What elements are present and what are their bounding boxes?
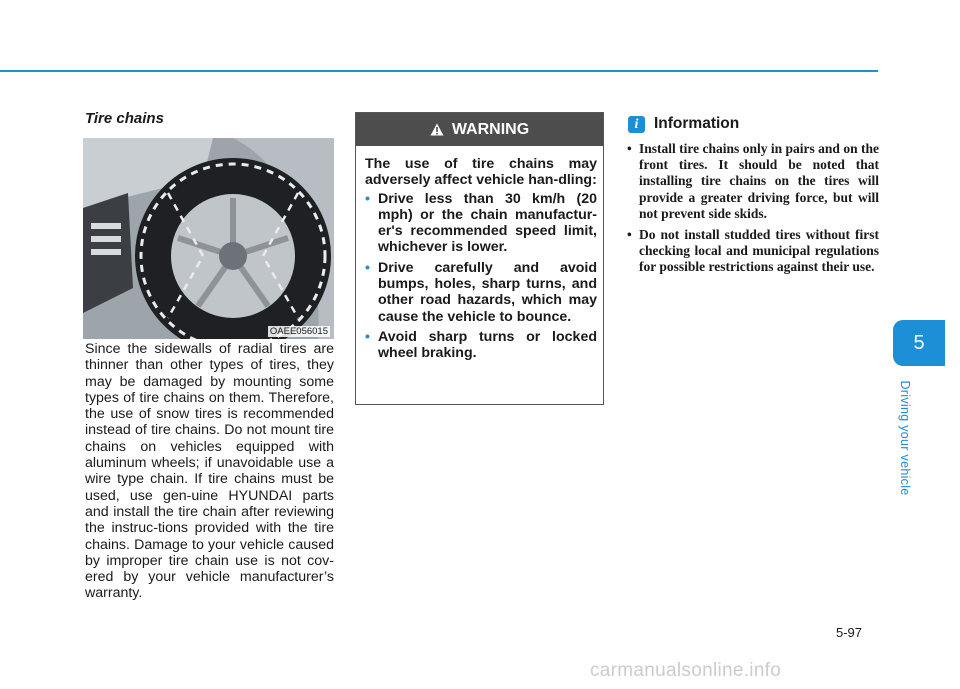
- warning-item: • Avoid sharp turns or locked wheel braking.: [365, 329, 597, 362]
- page-number: 5-97: [836, 625, 863, 640]
- section-title: Tire chains: [85, 110, 164, 127]
- warning-list: [365, 191, 597, 362]
- warning-item: • Drive less than 30 km/h (20 mph) or the chain manufactur-er's recommended speed limit, whichever is lower.: [365, 191, 597, 256]
- tire-chain-photo: [83, 138, 334, 339]
- info-icon: i: [628, 116, 645, 133]
- chapter-title: [894, 378, 916, 498]
- chapter-title-text: Driving your vehicle: [898, 380, 912, 496]
- information-heading: Information: [654, 115, 740, 132]
- information-item: • Install tire chains only in pairs and on the front tires. It should be noted that installing tire chains on the tires will provide a greater driving force, but will not prevent side skids.: [626, 141, 879, 222]
- warning-item: • Drive carefully and avoid bumps, holes, sharp turns, and other road hazards, which may cause the vehicle to bounce.: [365, 260, 597, 325]
- warning-box: [355, 112, 604, 405]
- information-list: [626, 141, 879, 281]
- body-paragraph: Since the sidewalls of radial tires are thinner than other types of tires, they may be damaged by mounting some types of tire chains on them. Therefore, the use of snow tires is recommended instead of tire chains. Do not mount tire chains on vehicles equipped with aluminum wheels; if unavoidable use a wire type chain. If tire chains must be used, use gen-uine HYUNDAI parts and install the tire chain after reviewing the instruc-tions provided with the tire chains. Damage to your vehicle caused by improper tire chain use is not cov-ered by your vehicle manufacturer’s warranty.: [85, 341, 334, 602]
- warning-heading: WARNING: [451, 120, 530, 138]
- chapter-number: 5: [913, 331, 925, 354]
- chapter-tab[interactable]: [893, 320, 945, 366]
- watermark: carmanualsonline.info: [590, 660, 782, 681]
- information-header: [628, 115, 739, 133]
- header-rule: [0, 70, 878, 72]
- warning-triangle-icon: [430, 123, 444, 136]
- information-item: • Do not install studded tires without first checking local and municipal regulations for possible restrictions against their use.: [626, 227, 879, 276]
- warning-header: [356, 113, 603, 146]
- warning-intro: The use of tire chains may adversely affect vehicle han-dling:: [365, 156, 597, 189]
- figure-code: OAEE056015: [269, 326, 328, 337]
